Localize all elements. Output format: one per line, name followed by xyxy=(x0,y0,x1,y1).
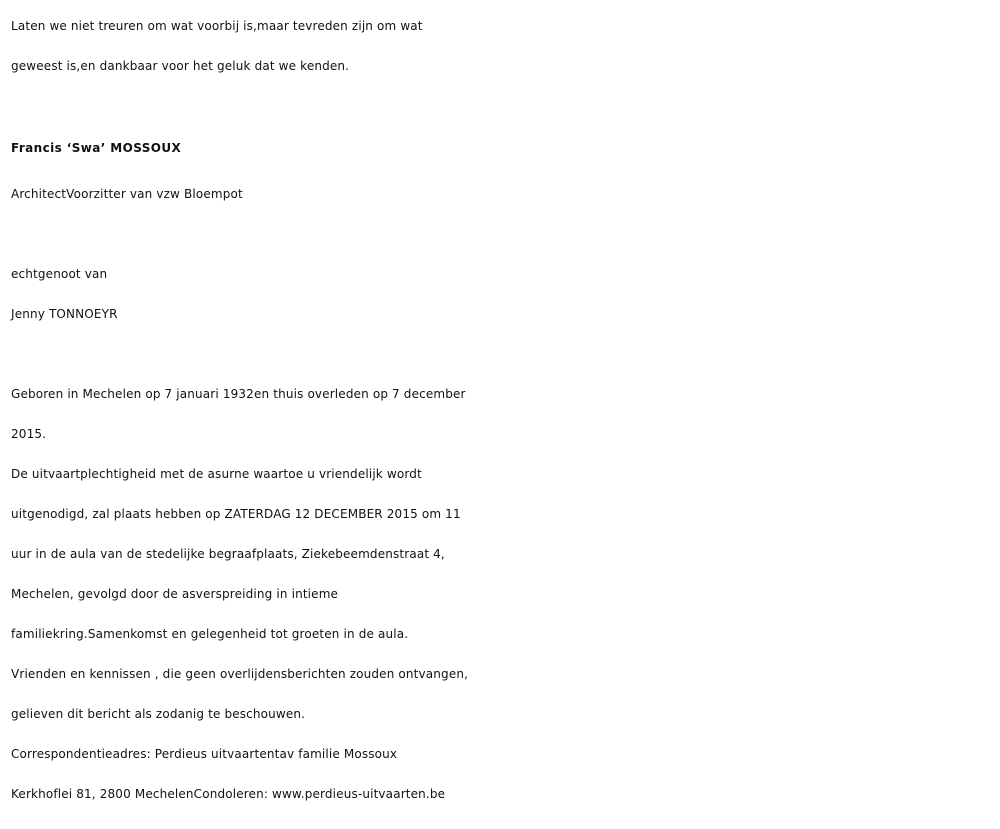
death-notice xyxy=(11,6,996,814)
correspondence-address: Correspondentieadres: Perdieus uitvaartentav familie Mossoux xyxy=(11,747,398,761)
quote-line-2: geweest is,en dankbaar voor het geluk dat we kenden. xyxy=(11,59,350,73)
deceased-title: ArchitectVoorzitter van vzw Bloempot xyxy=(11,187,243,201)
body-line: familiekring.Samenkomst en gelegenheid tot groeten in de aula. xyxy=(11,627,409,641)
quote-line-1: Laten we niet treuren om wat voorbij is,maar tevreden zijn om wat xyxy=(11,19,423,33)
body-line: uitgenodigd, zal plaats hebben op ZATERDAG 12 DECEMBER 2015 om 11 xyxy=(11,507,461,521)
condolence-link-line: Kerkhoflei 81, 2800 MechelenCondoleren: www.perdieus-uitvaarten.be xyxy=(11,787,446,801)
deceased-name: Francis ‘Swa’ MOSSOUX xyxy=(11,141,182,155)
body-line: Vrienden en kennissen , die geen overlijdensberichten zouden ontvangen, xyxy=(11,667,469,681)
body-line: uur in de aula van de stedelijke begraafplaats, Ziekebeemdenstraat 4, xyxy=(11,547,445,561)
spouse-relation: echtgenoot van xyxy=(11,267,108,281)
body-line: De uitvaartplechtigheid met de asurne waartoe u vriendelijk wordt xyxy=(11,467,422,481)
body-line: 2015. xyxy=(11,427,47,441)
body-line: Mechelen, gevolgd door de asverspreiding in intieme xyxy=(11,587,339,601)
spouse-name: Jenny TONNOEYR xyxy=(11,307,118,321)
body-line: gelieven dit bericht als zodanig te beschouwen. xyxy=(11,707,306,721)
body-line: Geboren in Mechelen op 7 januari 1932en thuis overleden op 7 december xyxy=(11,387,466,401)
